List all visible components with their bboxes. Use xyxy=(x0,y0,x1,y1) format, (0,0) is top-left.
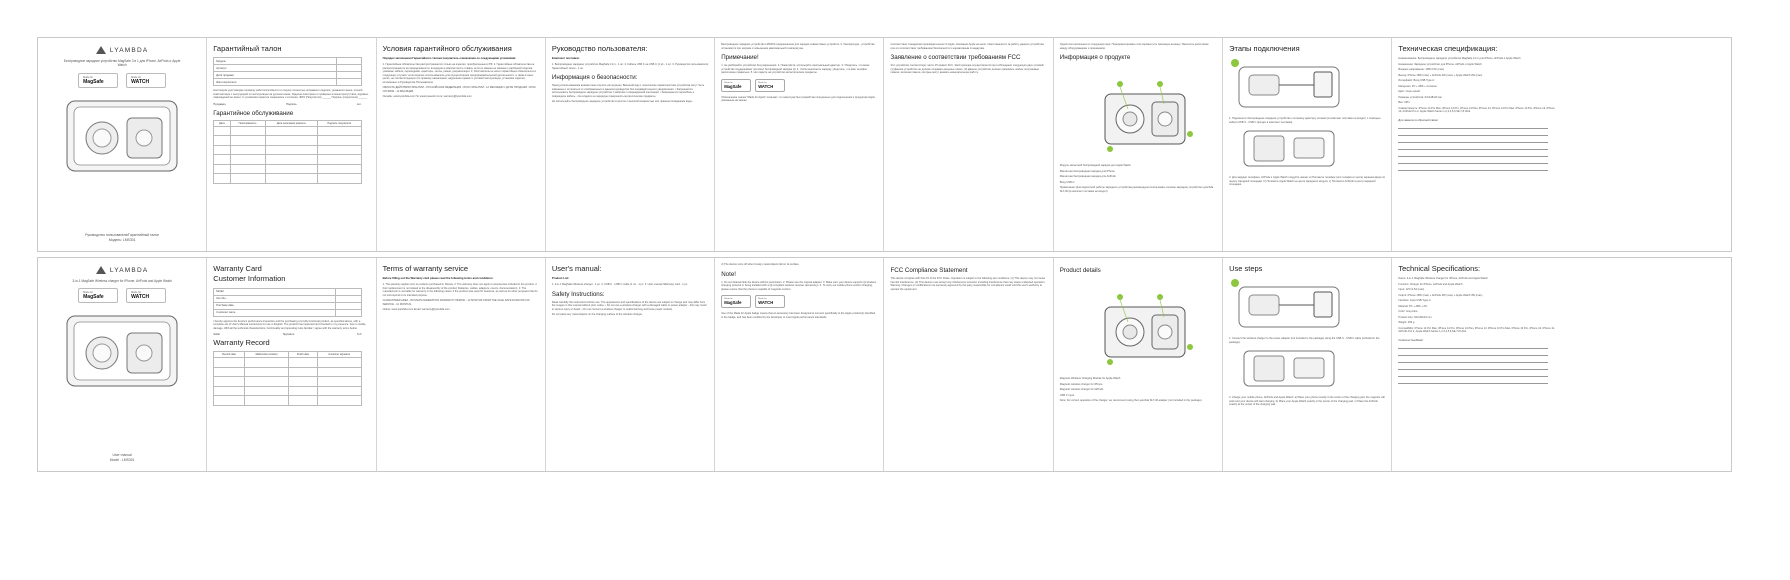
kit-title: Product List: xyxy=(551,276,570,281)
cover-caption: Руководство пользователя/Гарантийный талон Модель: LMS301 xyxy=(85,233,160,243)
notes-text-top: Беспроводное зарядное устройство LMS301 предназначено для зарядки совместимых устройств. 3. Температура - устройство остановится при нагреве и повышении максимальной температуры. xyxy=(721,43,875,50)
terms-contacts: Online: www.lyambda.com Email: warranty@lyambda.com xyxy=(382,308,450,312)
warranty-consent-text: I hereby approve the device's performance inspection and the purchasing of a fully functional product, as specified above, with a complete set of User's Manual instructions for use in English. The product has inspected and checked in my presence, has no visible damage. With all the technical characteristics, functionality and operating rules familiar. I agree with the warranty terms below. xyxy=(213,319,366,330)
specs-panel-ru xyxy=(1392,38,1561,251)
product-diagram xyxy=(1060,277,1215,372)
label-phone-charger: Магнитная беспроводная зарядка для iPhone xyxy=(1059,169,1115,173)
product-details-panel-en xyxy=(1054,258,1223,471)
step-1-text: 1. Подключите беспроводное зарядное устройство к сетевому адаптеру питания (в комплект поставки не входит) с помощью кабеля USB C - USB C (входит в комплект поставки). xyxy=(1229,117,1381,124)
step-2-illustration xyxy=(1229,126,1349,171)
feedback-lines xyxy=(1398,342,1555,384)
label-watch-module: Модуль магнитной беспроводной зарядки для Apple Watch xyxy=(1059,164,1131,167)
fcc-title: Заявление о соответствии требованиям FCC xyxy=(890,54,1021,61)
fcc-text: This device complies with Part 15 of the FCC Rules. Operation is subject to the following two conditions: (1) This device may not cause harmful interference. (2) This device must accept any interference received, including interference that may cause undesired operation. Warning: Changes or modifications not expressly approved by the party responsible for compliance could void the user's authority to operate the equipment. xyxy=(890,277,1046,291)
feedback-label: Для заметок в обратной связи: xyxy=(1398,117,1439,122)
spec-item: Размеры устройства: 94x148x23 мм xyxy=(1398,95,1442,99)
terms-title: Условия гарантийного обслуживания xyxy=(382,44,512,53)
feedback-label: Customer feedback: xyxy=(1398,337,1424,342)
customer-info-table: Модель Артикул Дата продажи Имя покупателя xyxy=(213,57,361,86)
spec-item: Product size: 94x148x23 mm xyxy=(1398,315,1432,319)
step-1-illustration xyxy=(1229,277,1349,332)
magsafe-badge: Made for MagSafe xyxy=(721,79,751,92)
warranty-service-title: Гарантийное обслуживание xyxy=(213,109,294,117)
warranty-record-table: Record date Malfunction solution Finish date Customer signature xyxy=(213,351,361,406)
product-info-panel-ru xyxy=(1054,38,1223,251)
spec-item: Weight: 205 g xyxy=(1398,321,1415,325)
notes-title: Note! xyxy=(721,270,736,278)
warranty-consent-text: Настоящим удостоверяю проверку работоспособности и покупку полностью исправного изделия, указанного выше, полной комплектации с инструкцией по эксплуатации на русском языке. Изделие осмотрено и проверено в моем присутствии, видимых повреждений не имеет. С условиями гарантии ознакомлен и согласен. ФИО (Покупателя) ______ Подпись (покупателя) ______ xyxy=(213,89,369,100)
manual-title: User's manual: xyxy=(551,264,602,273)
cover-panel-en xyxy=(38,258,207,471)
fcc-panel-ru xyxy=(884,38,1053,251)
safety-text-2: Do not place any metal objects on the charging surface of the wireless charger. xyxy=(551,313,643,317)
watch-badge: Made for WATCH xyxy=(126,288,166,303)
spec-item: Output: iPhone 15W (max) + AirPods 3W (max) + Apple Watch 3W (max) xyxy=(1398,293,1483,297)
product-note: Примечание: Для корректной работы зарядного устройства рекомендуем использовать сетевое зарядное устройство Lyambda SLT-30 (в комплект поставки не входит). xyxy=(1059,186,1214,193)
certification-badges xyxy=(78,73,166,88)
kit-list: 1. Беспроводное зарядное устройство MagSafe 3 в 1 - 1 шт. 2. Кабель USB C на USB C (1 м) - 1 шт. 3. Руководство пользователя/Гарантийный талон - 1 шт. xyxy=(551,63,709,70)
notes-title: Примечание! xyxy=(721,54,759,61)
specs-panel-en xyxy=(1392,258,1561,471)
user-manual-panel-ru xyxy=(546,38,715,251)
spec-item: Interface: Input USB Type-C xyxy=(1398,299,1431,303)
notes-panel-ru xyxy=(715,38,884,251)
fcc-text: Это устройство соответствует части 15 правил FCC. Эксплуатация осуществляется при соблюдении следующих двух условий: (1) Данное устройство не должно создавать вредных помех. (2) Данное устройство должно принимать любые получаемые помехи, включая помехи, которые могут вызвать нежелательную работу. xyxy=(890,64,1045,74)
user-manual-panel-en xyxy=(546,258,715,471)
terms-shelf-life: ОБЛАСТЬ ДЕЙСТВИЯ ГАРАНТИИ - РОССИЙСКАЯ ФЕДЕРАЦИЯ. СРОК ГАРАНТИИ - 12 МЕСЯЦЕВ С ДАТЫ ПРОДАЖИ. СРОК СЛУЖБЫ - 12 МЕСЯЦЕВ. xyxy=(382,86,536,93)
magsafe-badge: Made for MagSafe xyxy=(78,288,118,303)
fcc-text-top: Соответствие стандартам производительности Apple. Компания Apple не несет ответственности за работу данного устройства или его соответствие требованиям безопасности и нормативным стандартам. xyxy=(890,43,1044,50)
made-for-badges xyxy=(721,295,877,308)
spec-item: Compatibility: iPhone 14 Pro Max, iPhone 14 Pro, iPhone 14 Plus, iPhone 14, iPhone 13 Pro Max, iPhone 13 Pro, iPhone 13, iPhone 12, AirPods Pro 2, Apple Watch Series 1,2,3,4,5,6,SE,7,8,Ultra xyxy=(1398,326,1555,334)
spec-item: Color: Grey-blue xyxy=(1398,310,1418,314)
safety-text: Перед использованием внимательно изучите инструкцию. Внешний вид и технические характеристики устройства могут быть изменены и отличаться от изображенных в данном руководстве без предварительного уведомления. • Запрещается использовать беспроводное зарядное устройство с кабелем с поврежденной изоляцией. • Запрещается перегибать и повреждать кабель. • Не кладите на зарядную поверхность металлические предметы. xyxy=(551,84,705,98)
customer-info-title: Customer Information xyxy=(213,274,286,284)
magsafe-note: Use of the Made for Apple badge means that an accessory has been designed to connect specifically to the Apple product(s) identified in the badge, and has been certified by the developer to meet Apple performance standards. xyxy=(721,312,876,319)
spec-item: Наименование: Беспроводное зарядное устройство MagSafe 3 в 1 для iPhone, AirPods и Apple Watch xyxy=(1398,57,1521,61)
specs-title: Technical Specifications: xyxy=(1398,264,1481,273)
warranty-card-title: Гарантийный талон xyxy=(213,44,282,53)
watch-badge: Made for WATCH xyxy=(755,79,785,92)
warranty-record-title: Warranty Record xyxy=(213,338,270,347)
watch-badge: Made for WATCH xyxy=(755,295,785,308)
safety-text-2: Не используйте беспроводное зарядное устройство в местах с высокой влажностью или прямым попаданием воды. xyxy=(551,100,693,104)
label-watch-module: Magnetic Wireless Charging Module for Apple Watch xyxy=(1059,377,1121,380)
terms-intro: Порядок заполнения Гарантийного талона покупатель ознакомлен со следующими условиями: xyxy=(382,56,517,61)
customer-info-table: Model Item No. Purchase date Customer name xyxy=(213,288,361,317)
warranty-terms-panel-en xyxy=(377,258,546,471)
magsafe-badge: Made for MagSafe xyxy=(721,295,751,308)
spec-item: Материал: PC + ABS + Силикон xyxy=(1398,84,1437,88)
notes-text: 1. Do not disassemble the device without permission. 2. Please use the original adapter. 3. Make sure your device supports Qi wireless charging protocol or being installed with a Qi-compliant wireless receiver (accessory). 4. To carry out mobile phone suction charging, please ensure that the phone is capable of magnetic suction. xyxy=(721,280,877,291)
lambda-logo-icon xyxy=(96,266,106,274)
spec-item: Name: 3-in-1 MagSafe Wireless charger for iPhone, AirPods and Apple Watch xyxy=(1398,277,1488,281)
warranty-terms-panel-ru xyxy=(377,38,546,251)
magsafe-badge: Made for MagSafe xyxy=(78,73,118,88)
product-diagram xyxy=(1060,64,1215,159)
cover-caption: User manual Model : LMS301 xyxy=(109,453,135,463)
safety-title: Информация о безопасности: xyxy=(551,74,638,82)
cover-description: 3-in-1 MagSafe Wireless charger for iPhone, AirPods and Apple Watch xyxy=(72,279,172,283)
label-usbc-input: Вход USB-C xyxy=(1059,180,1075,184)
spec-item: Входное напряжение: 12В=2.5А (max) xyxy=(1398,68,1445,72)
terms-shelf-life: GUARANTEED AREA - RUSSIAN FEDERATION WARRANTY PERIOD - 12 MONTHS FROM THE SALE DATE DURATION OF SERVICE - 12 MONTHS. xyxy=(382,299,530,306)
brand-logo xyxy=(96,46,149,54)
product-title: Product details xyxy=(1059,267,1101,274)
label-airpods-charger: Magnetic wireless charger for AirPods xyxy=(1059,388,1104,391)
cover-description: Беспроводное зарядное устройство MagSafe 3 в 1 для iPhone, AirPods и Apple Watch xyxy=(63,59,181,68)
terms-intro: Before filling out the Warranty card please read the following terms and conditions: xyxy=(382,276,494,281)
notes-text: 1. Не разбирайте устройство без разрешения. 2. Пожалуйста, используйте оригинальный адаптер. 3. Убедитесь, что ваше устройство поддерживает протокол беспроводной зарядки Qi. 4. Чтобы выполнить зарядку, убедитесь, что ваш телефон расположен правильно. 5. Не кладите на устройство металлические предметы. xyxy=(721,64,870,74)
spec-item: Совместимость: iPhone 14 Pro Max, iPhone 14 Pro, iPhone 14 Plus, iPhone 14, iPhone 13 Pro Max, iPhone 13 Pro, iPhone 13, iPhone 12, AirPods Pro 2, Apple Watch Series 1,2,3,4,5,6,SE,7,8,Ultra xyxy=(1398,106,1555,114)
brand-name: LYAMBDA xyxy=(109,46,149,54)
spec-item: Input: 12V=2.5A (max) xyxy=(1398,288,1425,292)
spec-item: Цвет: Серо-синий xyxy=(1398,90,1420,94)
made-for-badges xyxy=(721,79,877,92)
step-1-illustration xyxy=(1229,57,1349,112)
step-2-text: 2. Charge your mobile phone, AirPods and Apple Watch: a) Place your phone exactly in the center of the charging pad, the magnets will work and your device will start charging. b) Place your Apple Watch exactly in the center of the charging pad. c) Place the AirPods exactly at the center of the charging pad. xyxy=(1229,396,1385,407)
label-usbc-input: USB C input xyxy=(1059,393,1075,397)
spec-item: Function: Charger for iPhone, AirPods and Apple Watch xyxy=(1398,282,1463,286)
terms-text: 1. Гарантийные обязательства распространяются только на изделия, приобретенные в РФ. 2. Гарантийные обязательства не распространяются на принадлежности, входящие в комплектность товара, если их замена не связана с разборкой изделия: упаковка, кабели, переходники, адаптеры, чехлы, ремни, документация. 3. Изготовитель не несет гарантийных обязательств в следующих случаях: если изделие использовалось для осуществления предпринимательской деятельности, а также в иных целях, не соответствующих его прямому назначению; нарушения правил и условий эксплуатации, установки изделия, изложенных в Руководстве Пользователя. xyxy=(382,63,536,84)
warranty-service-table: Дата Неисправность Дата окончания ремонта Подпись покупателя xyxy=(213,120,361,184)
brand-logo xyxy=(96,266,149,274)
fcc-panel-en xyxy=(884,258,1053,471)
product-text-top: Одной или нескольких из следующих мер: Переориентировать или переместить приемную антенну. Увеличить расстояние между оборудованием и приемником. xyxy=(1059,43,1209,50)
label-airpods-charger: Магнитная беспроводная зарядка для AirPods xyxy=(1059,175,1116,178)
manual-title: Руководство пользователя: xyxy=(551,44,648,53)
connection-steps-panel-ru xyxy=(1223,38,1392,251)
spec-item: Вес: 205 г xyxy=(1398,101,1411,105)
folded-charger-illustration xyxy=(62,308,182,393)
product-title: Информация о продукте xyxy=(1059,54,1131,61)
spec-item: Выход: iPhone 15W (max) + AirPods 3W (max) + Apple Watch 3W (max) xyxy=(1398,73,1483,77)
cover-panel-ru xyxy=(38,38,207,251)
safety-title: Safety Instructions: xyxy=(551,290,605,298)
terms-contacts: Онлайн: www.lyambda.com По электронной почте: warranty@lyambda.com xyxy=(382,95,472,99)
warranty-card-panel-en xyxy=(207,258,376,471)
warranty-card-panel-ru xyxy=(207,38,376,251)
warranty-card-title: Warranty Card xyxy=(213,264,262,273)
terms-text: 1. The warranty applies only to products purchased in Russia. 2. The warranty does not apply to accessories included in the product, if their replacement is not related to the disassembly of the product (batteries, cables, adapters, covers, documentation). 3. The manufacturer is not liable for warranty in the following cases: if the product was used for business, as well as for other purposes that do not correspond to its intended purpose. xyxy=(382,283,538,297)
steps-title: Этапы подключения xyxy=(1229,44,1300,53)
step-2-text: 2. Для зарядки телефона, AirPods и Apple Watch следуйте шагам: a) Положите телефон (или телефон в чехле) экраном вверх по центру зарядной площадки. b) Положите Apple Watch на центр зарядного модуля. c) Положите AirPods в центр зарядной площадки. xyxy=(1229,176,1386,187)
magsafe-note: Обозначение значка "Made for Apple" означает, что аксессуар был разработан специально для подключения к продуктам Apple, указанным на значке. xyxy=(721,95,876,102)
folded-charger-illustration xyxy=(62,93,182,178)
brand-name: LYAMBDA xyxy=(109,266,149,274)
feedback-lines xyxy=(1398,122,1555,171)
manual-sheet-english xyxy=(37,257,1732,472)
signature-row: Seller Signature S.P. xyxy=(213,333,362,336)
steps-title: Use steps xyxy=(1229,264,1263,273)
kit-list: 1. 3-in-1 MagSafe Wireless charger - 1 pc. 2. USB C - USB C cable (1 m) - 1 pc. 3. User manual /Warranty card - 1 pc. xyxy=(551,283,688,287)
fcc-title: FCC Compliance Statement xyxy=(890,267,968,274)
kit-title: Комплект поставки: xyxy=(551,56,580,61)
notes-panel-en xyxy=(715,258,884,471)
label-phone-charger: Magnetic wireless charger for iPhone xyxy=(1059,382,1103,386)
step-2-illustration xyxy=(1229,346,1349,391)
terms-title: Terms of warranty service xyxy=(382,264,469,273)
notes-text-top: 2) The device turns off when foreign metal objects fall on its surface. xyxy=(721,263,800,266)
product-note: Note: For correct operation of the charger, we recommend using the Lyambda SLT-30 adapter (not included in the package). xyxy=(1059,399,1203,402)
spec-item: Интерфейс: Вход USB Type-C xyxy=(1398,79,1435,83)
safety-text: Read carefully the instructions before use. The appearance and specifications of the device are subject to change and may differ from the images in this manual without prior notice. • Do not use a wireless charger with a damaged cable or power adapter - this may result in serious injury or death. • Do not connect a wireless charger to malfunctioning and loose power sockets. xyxy=(551,300,707,311)
spec-item: Назначение: Зарядное устройство для iPhone, AirPods и Apple Watch xyxy=(1398,62,1482,66)
use-steps-panel-en xyxy=(1223,258,1392,471)
watch-badge: Made for WATCH xyxy=(126,73,166,88)
manual-sheet-russian xyxy=(37,37,1732,252)
specs-title: Техническая спецификация: xyxy=(1398,44,1498,53)
certification-badges xyxy=(78,288,166,303)
step-1-text: 1. Connect the wireless charger to the power adapter (not included in the package) using the USB C - USB C cable (included in the package). xyxy=(1229,337,1380,344)
spec-item: Material: PC + ABS + PU xyxy=(1398,304,1428,308)
lambda-logo-icon xyxy=(96,46,106,54)
signature-row: Продавец Подпись м.п. xyxy=(213,102,362,106)
